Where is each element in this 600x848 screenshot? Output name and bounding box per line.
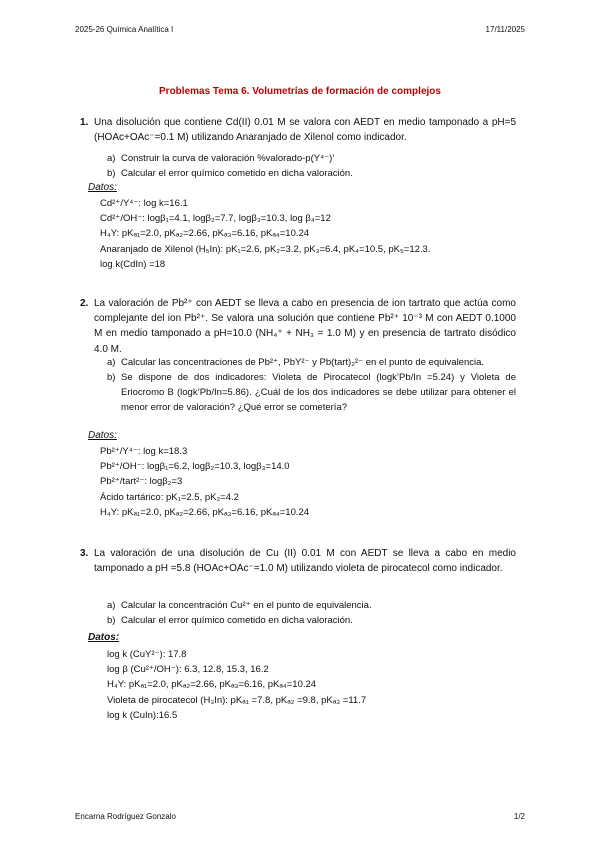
data-line: Anaranjado de Xilenol (H₅In): pK₁=2.6, pK₂=3.2, pK₃=6.4, pK₄=10.5, pK₅=12.3. bbox=[100, 243, 431, 255]
question-a: a) Construir la curva de valoración %valorado-p(Y⁴⁻)’ bbox=[107, 153, 335, 164]
problem-3 bbox=[80, 546, 516, 576]
data-line: Pb²⁺/OH⁻: logβ₁=6.2, logβ₂=10.3, logβ₃=14.0 bbox=[100, 461, 290, 473]
data-line: log k(CdIn) =18 bbox=[100, 258, 166, 270]
data-line: log β (Cu²⁺/OH⁻): 6.3, 12.8, 15.3, 16.2 bbox=[107, 664, 269, 676]
header-date: 17/11/2025 bbox=[485, 25, 525, 34]
problem-number: 2. bbox=[80, 298, 89, 309]
footer-author: Encarna Rodríguez Gonzalo bbox=[75, 812, 176, 821]
problem-1-questions bbox=[107, 151, 407, 181]
header-course: 2025-26 Química Analítica I bbox=[75, 25, 174, 34]
data-line: Ácido tartárico: pK₁=2.5, pK₂=4.2 bbox=[100, 491, 239, 503]
data-line: H₄Y: pKₐ₁=2.0, pKₐ₂=2.66, pKₐ₃=6.16, pKₐ₄=10.24 bbox=[100, 228, 310, 240]
data-line: Violeta de pirocatecol (H₃In): pKₐ₁ =7.8, pKₐ₂ =9.8, pKₐ₃ =11.7 bbox=[107, 694, 367, 706]
problem-text: La valoración de una disolución de Cu (II) 0.01 M con AEDT se lleva a cabo en medio tamponado a pH =5.8 (HOAc+OAc⁻=1.0 M) utilizando violeta de pirocatecol como indicador. bbox=[94, 548, 516, 575]
datos-label: Datos: bbox=[88, 182, 117, 193]
question-b: b) Calcular el error químico cometido en dicha valoración. bbox=[107, 615, 353, 626]
datos-label: Datos: bbox=[88, 632, 120, 643]
question-b: b) Calcular el error químico cometido en dicha valoración. bbox=[107, 168, 353, 179]
problem-text: La valoración de Pb²⁺ con AEDT se lleva a cabo en presencia de ion tartrato que actúa como complejante del ion Pb²⁺. Se valora una solución que contiene Pb²⁺ 10⁻³ M con AEDT 0.1000 M en medio tamponado a pH=10.0 (NH₄⁺ + NH₃ = 1.0 M) y en presencia de tartrato disódico 4.0 M. bbox=[94, 298, 516, 355]
page-title: Problemas Tema 6. Volumetrías de formación de complejos bbox=[159, 86, 441, 97]
data-line: Pb²⁺/Y⁴⁻: log k=18.3 bbox=[100, 446, 188, 457]
data-line: Pb²⁺/tart²⁻: logβ₂=3 bbox=[100, 476, 183, 488]
data-line: H₄Y: pKₐ₁=2.0, pKₐ₂=2.66, pKₐ₃=6.16, pKₐ₄=10.24 bbox=[107, 679, 317, 691]
problem-2 bbox=[80, 296, 516, 357]
data-line: Cd²⁺/OH⁻: logβ₁=4.1, logβ₂=7.7, logβ₃=10.3, log β₄=12 bbox=[100, 213, 331, 225]
problem-number: 1. bbox=[80, 117, 89, 128]
problem-number: 3. bbox=[80, 548, 89, 559]
problem-1 bbox=[80, 115, 516, 145]
problem-3-questions bbox=[107, 598, 457, 628]
question-a: a) Calcular la concentración Cu²⁺ en el punto de equivalencia. bbox=[107, 600, 372, 611]
data-line: H₄Y: pKₐ₁=2.0, pKₐ₂=2.66, pKₐ₃=6.16, pKₐ₄=10.24 bbox=[100, 506, 310, 518]
data-line: log k (CuY²⁻): 17.8 bbox=[107, 649, 187, 660]
problem-2-data bbox=[100, 444, 309, 520]
data-line: log k (CuIn):16.5 bbox=[107, 709, 178, 721]
question-a: a) Calcular las concentraciones de Pb²⁺, PbY²⁻ y Pb(tart)₂²⁻ en el punto de equivalencia. bbox=[107, 357, 485, 368]
problem-2-questions bbox=[107, 355, 516, 415]
question-b: b) Se dispone de dos indicadores: Violeta de Pirocatecol (logk’Pb/In =5.24) y Violeta de Eriocromo B (logk’Pb/In=5.86). ¿Cuál de los dos indicadores se debe utilizar para obtener el menor error de valoración? ¿Qué error se cometería? bbox=[107, 372, 516, 413]
problem-text: Una disolución que contiene Cd(II) 0.01 M se valora con AEDT en medio tamponado a pH=5 (HOAc+OAc⁻=0.1 M) utilizando Anaranjado de Xilenol como indicador. bbox=[94, 117, 516, 144]
data-line: Cd²⁺/Y⁴⁻: log k=16.1 bbox=[100, 198, 188, 209]
page-number: 1/2 bbox=[513, 812, 525, 821]
problem-3-data bbox=[107, 647, 366, 723]
problem-1-data bbox=[100, 196, 430, 272]
datos-label: Datos: bbox=[88, 430, 117, 441]
